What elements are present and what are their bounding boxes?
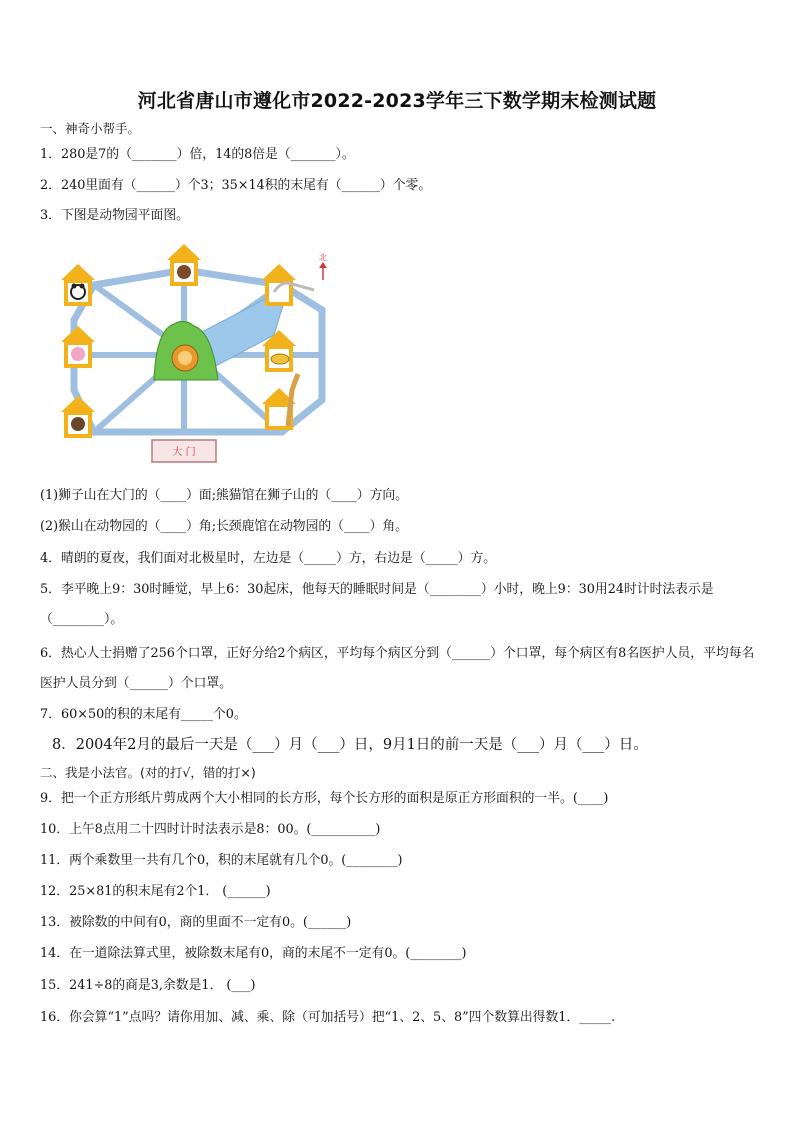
question-8: 8．2004年2月的最后一天是（___）月（___）日，9月1日的前一天是（___）月（___）日。 <box>52 737 648 753</box>
question-15: 15．241÷8的商是3,余数是1． (___) <box>40 978 256 993</box>
question-12: 12．25×81的积末尾有2个1． (______) <box>40 884 271 899</box>
question-7: 7．60×50的积的末尾有_____个0。 <box>40 707 247 722</box>
section-heading-1: 一、神奇小帮手。 <box>40 121 141 136</box>
house-top-monkey <box>167 244 201 286</box>
question-3-part-1: (1)狮子山在大门的（____）面;熊猫馆在狮子山的（____）方向。 <box>40 488 408 503</box>
section-heading-2: 二、我是小法官。(对的打√，错的打×) <box>40 765 256 780</box>
question-3-part-2: (2)猴山在动物园的（____）角;长颈鹿馆在动物园的（____）角。 <box>40 519 408 534</box>
zoo-map-diagram <box>52 240 342 472</box>
house-panda <box>61 264 95 306</box>
question-13: 13．被除数的中间有0，商的里面不一定有0。(______) <box>40 915 352 930</box>
question-6: 6．热心人士捐赠了256个口罩，正好分给2个病区，平均每个病区分到（______）个口罩，每个病区有8名医护人员，平均每名医护人员分到（______）个口罩。 <box>40 646 755 691</box>
north-label: 北 <box>319 253 327 262</box>
question-4: 4．晴朗的夏夜，我们面对北极星时，左边是（_____）方，右边是（_____）方。 <box>40 551 497 566</box>
question-2: 2．240里面有（______）个3；35×14积的末尾有（______）个零。 <box>40 178 432 193</box>
question-3: 3．下图是动物园平面图。 <box>40 208 189 223</box>
question-14: 14．在一道除法算式里，被除数末尾有0，商的末尾不一定有0。(________) <box>40 946 467 961</box>
question-10: 10．上午8点用二十四时计时法表示是8：00。(__________) <box>40 822 381 837</box>
question-16: 16．你会算“1”点吗？请你用加、减、乘、除（可加括号）把“1、2、5、8”四个数算出得数1．_____. <box>40 1010 616 1025</box>
question-9: 9．把一个正方形纸片剪成两个大小相同的长方形，每个长方形的面积是原正方形面积的一半。(____) <box>40 791 609 806</box>
question-1: 1．280是7的（_______）倍，14的8倍是（_______）。 <box>40 147 355 162</box>
house-elephant <box>61 326 95 368</box>
question-11: 11．两个乘数里一共有几个0，积的末尾就有几个0。(________) <box>40 853 403 868</box>
question-5: 5．李平晚上9：30时睡觉，早上6：30起床，他每天的睡眠时间是（________）小时，晚上9：30用24时计时法表示是（________）。 <box>40 582 714 627</box>
gate-label: 大 门 <box>172 447 196 458</box>
house-bottom-left-monkey <box>61 396 95 438</box>
house-giraffe <box>262 374 298 430</box>
page-title: 河北省唐山市遵化市2022-2023学年三下数学期末检测试题 <box>137 90 657 112</box>
